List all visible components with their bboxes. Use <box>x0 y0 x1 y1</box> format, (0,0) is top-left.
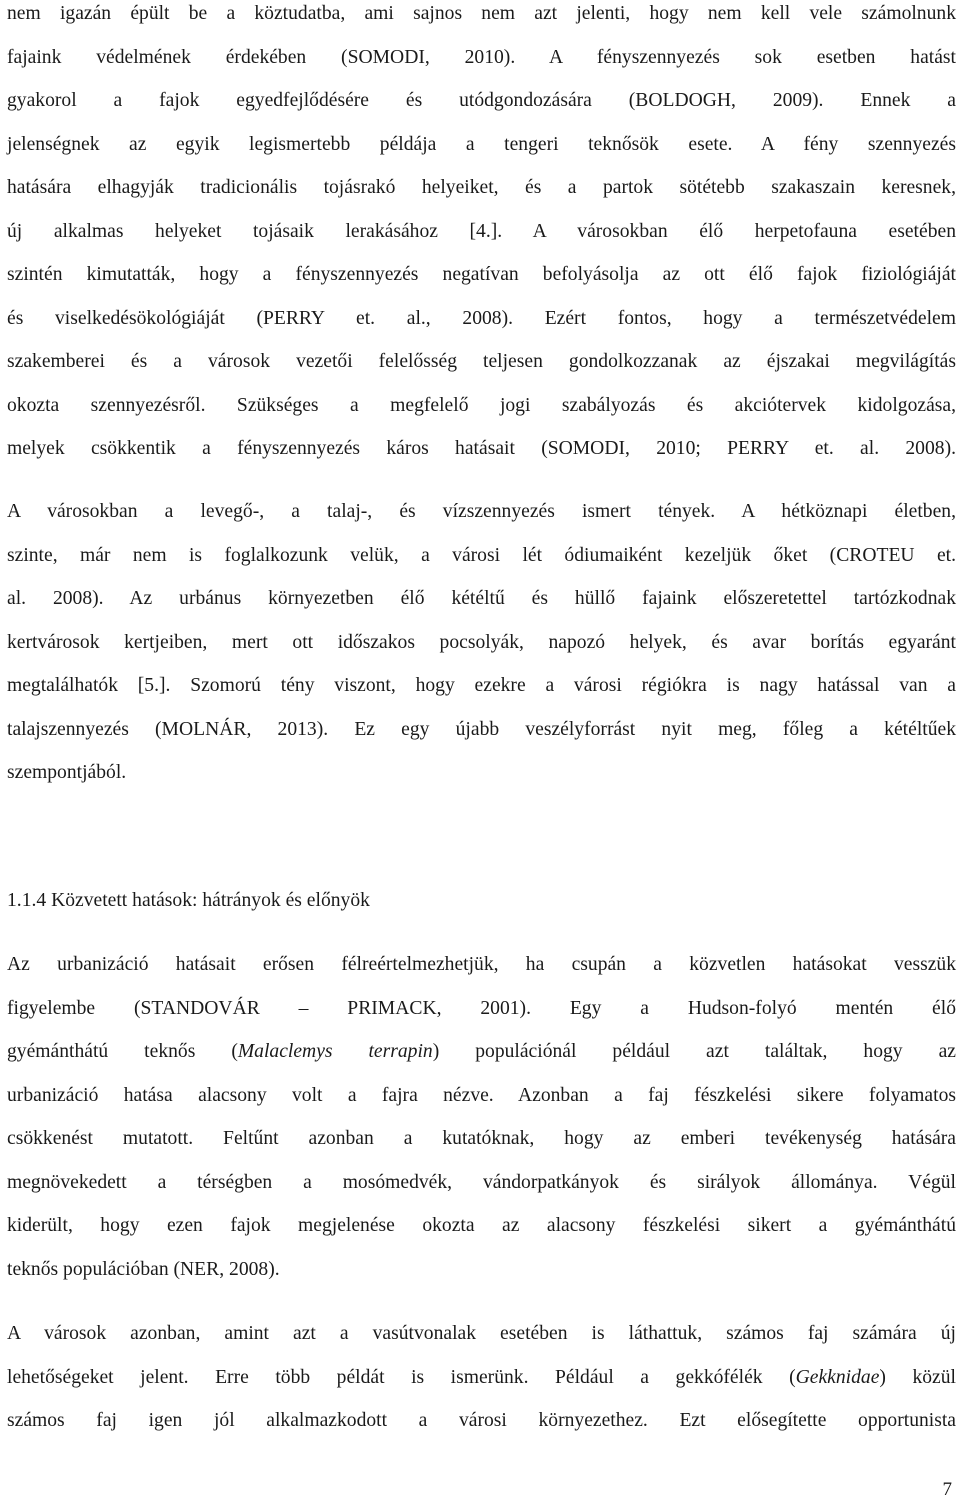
text-line: lehetőségeket jelent. Erre több példát is ismerünk. Például a gekkófélék (Gekknidae) közül <box>7 1366 956 1388</box>
species-name: Malaclemys terrapin <box>237 1041 433 1062</box>
text-line: kertvárosok kertjeiben, mert ott időszakos pocsolyák, napozó helyek, és avar borítás egyaránt <box>7 631 956 653</box>
text-line: gyémánthátú teknős (Malaclemys terrapin) populációnál például azt találtak, hogy az <box>7 1041 956 1062</box>
text-line: al. 2008). Az urbánus környezetben élő kétéltű és hüllő fajaink előszeretettel tartózkodnak <box>7 588 956 609</box>
text-line: és viselkedésökológiáját (PERRY et. al., 2008). Ezért fontos, hogy a természetvédelem <box>7 307 956 329</box>
paragraph-indirect-effects <box>7 950 956 1298</box>
paragraph-light-pollution <box>7 0 956 478</box>
text-line: megtalálhatók [5.]. Szomorú tény viszont, hogy ezekre a városi régiókra is nagy hatással van a <box>7 675 956 696</box>
text-line: számos faj igen jól alkalmazkodott a városi környezethez. Ezt elősegítette opportunista <box>7 1410 956 1431</box>
text-line: szempontjából. <box>7 762 127 783</box>
text-line: A városok azonban, amint azt a vasútvonalak esetében is láthattuk, számos faj számára új <box>7 1323 956 1344</box>
text-line: talajszennyezés (MOLNÁR, 2013). Ez egy újabb veszélyforrást nyit meg, főleg a kétéltűek <box>7 718 956 740</box>
species-name: Gekknidae <box>795 1366 880 1388</box>
text-line: melyek csökkentik a fényszennyezés káros hatásait (SOMODI, 2010; PERRY et. al. 2008). <box>7 438 956 459</box>
paragraph-city-opportunities <box>7 1319 956 1450</box>
text-line: szakemberei és a városok vezetői felelősség teljesen gondolkozzanak az éjszakai megvilágítás <box>7 351 956 372</box>
text-line: szintén kimutatták, hogy a fényszennyezés negatívan befolyásolja az ott élő fajok fiziológiáját <box>7 264 956 285</box>
text-line: Az urbanizáció hatásait erősen félreértelmezhetjük, ha csupán a közvetlen hatásokat vesszük <box>7 954 956 975</box>
text-line: kiderült, hogy ezen fajok megjelenése okozta az alacsony fészkelési sikert a gyémánthátú <box>7 1215 956 1236</box>
text-line: hatására elhagyják tradicionális tojásrakó helyeiket, és a partok sötétebb szakaszain keresnek, <box>7 177 956 198</box>
section-heading: 1.1.4 Közvetett hatások: hátrányok és előnyök <box>7 890 370 911</box>
text-line: fajaink védelmének érdekében (SOMODI, 2010). A fényszennyezés sok esetben hatást <box>7 46 956 68</box>
text-line: nem igazán épült be a köztudatba, ami sajnos nem azt jelenti, hogy nem kell vele számolnunk <box>7 3 956 24</box>
text-line: szinte, már nem is foglalkozunk velük, a városi lét ódiumaiként kezeljük őket (CROTEU et. <box>7 544 956 566</box>
text-line: teknős populációban (NER, 2008). <box>7 1258 280 1280</box>
text-line: A városokban a levegő-, a talaj-, és vízszennyezés ismert tények. A hétköznapi életben, <box>7 501 956 522</box>
text-line: csökkenést mutatott. Feltűnt azonban a kutatóknak, hogy az emberi tevékenység hatására <box>7 1128 956 1149</box>
text-line: új alkalmas helyeket tojásaik lerakásához [4.]. A városokban élő herpetofauna esetében <box>7 220 956 242</box>
text-line: jelenségnek az egyik legismertebb példája a tengeri teknősök esete. A fény szennyezés <box>7 133 956 155</box>
text-line: okozta szennyezésről. Szükséges a megfelelő jogi szabályozás és akciótervek kidolgozása, <box>7 394 956 416</box>
text-line: megnövekedett a térségben a mosómedvék, vándorpatkányok és sirályok állománya. Végül <box>7 1171 956 1193</box>
text-line: gyakorol a fajok egyedfejlődésére és utódgondozására (BOLDOGH, 2009). Ennek a <box>7 90 956 111</box>
paragraph-urban-pollution <box>7 497 956 802</box>
page-number: 7 <box>942 1479 952 1500</box>
text-line: urbanizáció hatása alacsony volt a fajra nézve. Azonban a faj fészkelési sikere folyamatos <box>7 1084 956 1106</box>
text-line: figyelembe (STANDOVÁR – PRIMACK, 2001). Egy a Hudson-folyó mentén élő <box>7 997 956 1019</box>
